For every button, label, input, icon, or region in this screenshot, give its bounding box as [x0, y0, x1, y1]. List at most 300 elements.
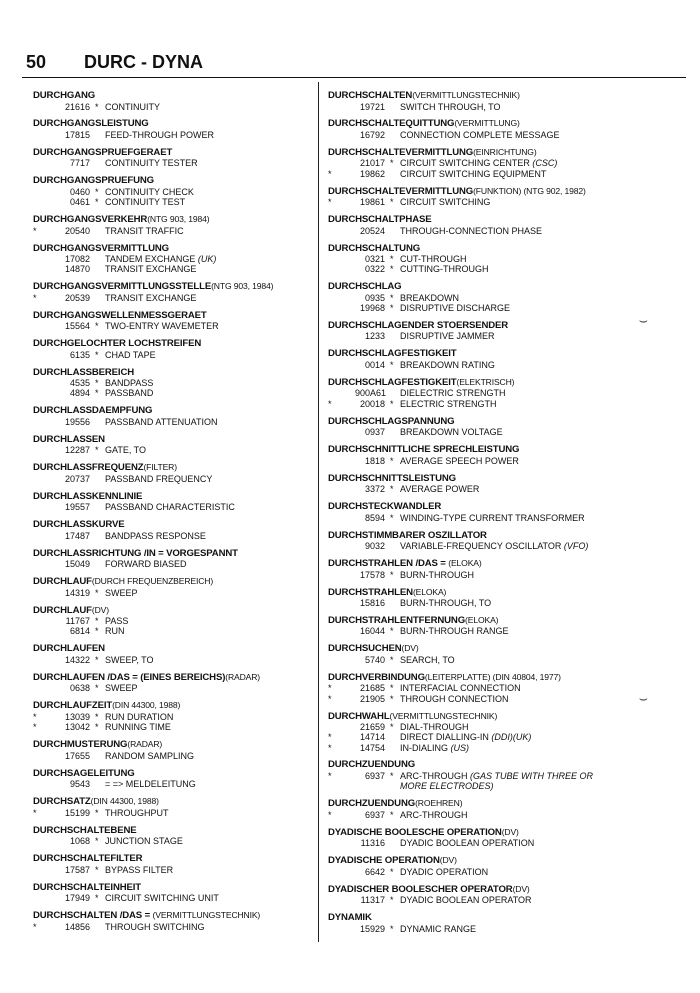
dictionary-entry [328, 243, 628, 275]
translation-row [33, 378, 318, 388]
term-marker: * [390, 254, 394, 265]
term-number: 0935 [364, 292, 385, 303]
translation-row [33, 626, 318, 636]
entry-headword [328, 147, 628, 159]
english-term-text: SWEEP [105, 683, 138, 694]
translation-row [33, 264, 318, 274]
headword-qualifier: (DV) [91, 604, 109, 615]
headword-qualifier: (DV) [512, 883, 530, 894]
term-marker: * [390, 512, 394, 523]
dictionary-entry [328, 377, 628, 409]
english-term-text: CUTTING-THROUGH [400, 264, 489, 275]
dictionary-entry [33, 882, 318, 904]
headword-qualifier: (VERMITTLUNGSTECHNIK) [389, 710, 498, 721]
new-entry-marker: * [328, 742, 332, 753]
headword-text: DURCHWAHL [328, 710, 390, 722]
english-term-text: THROUGH-CONNECTION PHASE [400, 225, 543, 236]
term-marker: * [390, 455, 394, 466]
headword-qualifier: (VERMITTLUNGSTECHNIK) [412, 90, 520, 100]
english-term [400, 771, 593, 781]
headword-qualifier: (EINRICHTUNG) [473, 146, 537, 157]
english-term [105, 751, 194, 761]
english-term [105, 836, 183, 846]
translation-row [33, 130, 318, 140]
headword-qualifier: (DV) [439, 855, 457, 866]
english-term [105, 559, 187, 569]
entry-headword [33, 405, 318, 417]
term-number: 3372 [364, 484, 385, 495]
term-number: 9543 [69, 779, 90, 790]
term-number: 15816 [359, 598, 385, 608]
translation-row [328, 303, 628, 313]
term-number: 1233 [364, 331, 385, 342]
english-term-text: = => MELDELEITUNG [105, 779, 196, 790]
entry-headword [328, 672, 628, 684]
term-number: 0460 [69, 186, 90, 197]
translation-row [33, 474, 318, 484]
headword-text: DURCHGANGSPRUEFGERAET [33, 146, 173, 158]
dictionary-entry [328, 214, 628, 236]
headword-text: DURCHSCHALTEFILTER [33, 853, 143, 865]
headword-text: DURCHSUCHEN [328, 643, 402, 655]
dictionary-entry [33, 796, 318, 818]
headword-text: DYADISCHER BOOLESCHER OPERATOR [328, 883, 513, 895]
english-term [400, 838, 534, 848]
english-term-text: WINDING-TYPE CURRENT TRANSFORMER [400, 512, 585, 523]
english-term-text: DIELECTRIC STRENGTH [400, 388, 506, 399]
page-number: 50 [26, 52, 47, 72]
headword-qualifier: (ELOKA) [448, 558, 482, 569]
translation-row [33, 922, 318, 932]
english-term-text: BREAKDOWN [400, 292, 460, 303]
new-entry-marker: * [328, 197, 332, 208]
english-term [105, 187, 194, 197]
term-marker: * [390, 683, 394, 694]
english-term [105, 474, 212, 484]
dictionary-entry [33, 910, 318, 932]
dictionary-entry [33, 576, 318, 598]
headword-text: DURCHSTRAHLENTFERNUNG [328, 614, 466, 626]
entry-headword [33, 825, 318, 837]
english-term-text: CIRCUIT SWITCHING UNIT [105, 893, 219, 904]
headword-text: DURCHLASSFREQUENZ [33, 462, 144, 474]
term-marker: * [95, 321, 99, 332]
term-marker: * [390, 626, 394, 637]
term-number: 11767 [65, 616, 90, 627]
english-term [400, 541, 588, 551]
english-term [400, 303, 510, 313]
headword-text: DURCHSCHALTEQUITTUNG [328, 118, 455, 130]
translation-row [33, 226, 318, 236]
english-term-text: BREAKDOWN RATING [400, 359, 495, 370]
entry-headword [328, 855, 628, 867]
term-qualifier: (VFO) [563, 541, 589, 552]
english-term [105, 445, 146, 455]
term-qualifier: MORE ELECTRODES) [400, 781, 494, 792]
entry-headword [328, 884, 628, 896]
term-marker: * [95, 101, 99, 112]
entry-headword [33, 853, 318, 865]
translation-row [33, 417, 318, 427]
english-term [105, 808, 169, 818]
term-number: 4535 [69, 378, 90, 389]
english-term [105, 293, 196, 303]
english-term-text: FORWARD BIASED [105, 559, 187, 570]
new-entry-marker: * [328, 809, 332, 820]
new-entry-marker: * [33, 921, 37, 932]
term-marker: * [390, 197, 394, 208]
headword-qualifier: (RADAR) [225, 671, 261, 682]
english-term-text: RUN [105, 626, 125, 637]
entry-headword [328, 186, 628, 198]
term-number: 6135 [69, 349, 90, 360]
entry-headword [33, 147, 318, 159]
english-term-text: PASSBAND ATTENUATION [105, 416, 218, 427]
entry-headword [328, 912, 628, 924]
translation-row [328, 360, 628, 370]
translation-row [328, 169, 628, 179]
term-marker: * [95, 197, 99, 208]
term-number: 20737 [64, 473, 90, 484]
translation-row [328, 293, 628, 303]
headword-qualifier: (ELOKA) [465, 614, 499, 625]
translation-row [328, 158, 628, 168]
term-marker: * [95, 836, 99, 847]
translation-row [33, 158, 318, 168]
dictionary-entry [33, 768, 318, 790]
headword-text: DURCHGANGSVERMITTLUNG [33, 242, 169, 254]
entry-headword [328, 214, 628, 226]
entry-headword [33, 175, 318, 187]
entry-headword [33, 434, 318, 446]
entry-headword [328, 558, 628, 570]
dictionary-entry [33, 853, 318, 875]
page-header [26, 52, 686, 74]
english-term [400, 570, 474, 580]
entry-headword [33, 243, 318, 255]
english-term-text: INTERFACIAL CONNECTION [400, 683, 521, 694]
headword-text: DURCHSTRAHLEN [328, 586, 413, 598]
term-marker: * [390, 770, 394, 781]
term-marker: * [95, 683, 99, 694]
term-number: 17487 [64, 530, 90, 541]
dictionary-entry [328, 912, 628, 934]
translation-row [33, 588, 318, 598]
dictionary-entry [328, 118, 628, 140]
headword-text: DURCHVERBINDUNG [328, 671, 425, 683]
translation-row [33, 808, 318, 818]
dictionary-entry [328, 711, 628, 753]
dictionary-entry [33, 462, 318, 484]
column-divider [318, 82, 319, 942]
headword-text: DYADISCHE BOOLESCHE OPERATION [328, 826, 502, 838]
headword-text: DURCHSCHALTEVERMITTLUNG [328, 146, 474, 158]
english-term [400, 427, 503, 437]
term-number: 17655 [64, 750, 90, 761]
headword-text: DURCHSCHNITTLICHE SPRECHLEISTUNG [328, 444, 520, 456]
term-number: 15564 [64, 321, 90, 332]
term-marker: * [390, 264, 394, 275]
english-term-text: SWEEP, TO [105, 654, 154, 665]
dictionary-entry [33, 605, 318, 637]
entry-headword [33, 768, 318, 780]
headword-text: DURCHLAUF [33, 604, 92, 616]
header-rule [22, 77, 686, 78]
entry-headword [328, 243, 628, 255]
entry-headword [33, 491, 318, 503]
term-number: 14856 [64, 921, 90, 932]
dictionary-entry [33, 672, 318, 694]
dictionary-entry [33, 825, 318, 847]
dictionary-entry [33, 700, 318, 732]
term-number: 4894 [69, 388, 90, 399]
term-number: 15199 [64, 807, 90, 818]
translation-row [328, 810, 628, 820]
entry-headword [33, 739, 318, 751]
translation-row [328, 264, 628, 274]
entry-headword [328, 759, 628, 771]
term-number: 14754 [359, 742, 385, 753]
english-term [400, 264, 489, 274]
translation-row [33, 865, 318, 875]
dictionary-entry [33, 548, 318, 570]
dictionary-entry [328, 348, 628, 370]
entry-headword [33, 281, 318, 293]
english-term-text: TWO-ENTRY WAVEMETER [105, 321, 219, 332]
translation-row [328, 427, 628, 437]
dictionary-entry [328, 615, 628, 637]
term-marker: * [390, 484, 394, 495]
english-term [105, 722, 171, 732]
term-marker: * [95, 654, 99, 665]
translation-row [328, 541, 628, 551]
term-number: 0638 [69, 683, 90, 694]
dictionary-entry [33, 519, 318, 541]
headword-text: DURCHGANGSVERKEHR [33, 214, 148, 226]
english-term [400, 360, 495, 370]
entry-headword [33, 548, 318, 560]
translation-row [328, 254, 628, 264]
term-qualifier: (CSC) [532, 158, 558, 169]
headword-text: DURCHLASSRICHTUNG /IN = VORGESPANNT [33, 547, 238, 559]
english-term [400, 722, 469, 732]
term-marker: * [390, 722, 394, 733]
dictionary-entry [33, 281, 318, 303]
term-marker: * [95, 893, 99, 904]
headword-text: DURCHLAUFZEIT [33, 700, 113, 712]
headword-text: DURCHLASSBEREICH [33, 366, 135, 378]
english-term [105, 350, 156, 360]
term-number: 19557 [64, 502, 90, 513]
headword-text: DURCHLASSKURVE [33, 519, 125, 531]
term-number: 7717 [69, 158, 90, 169]
term-number: 14714 [359, 732, 385, 743]
headword-text: DURCHSATZ [33, 796, 91, 808]
headword-text: DURCHSCHALTUNG [328, 242, 421, 254]
term-number: 11317 [360, 895, 385, 906]
headword-qualifier: (DV) [401, 643, 419, 654]
entry-headword [328, 587, 628, 599]
translation-row [33, 836, 318, 846]
english-term [400, 399, 497, 409]
translation-row [328, 598, 628, 608]
translation-row [33, 751, 318, 761]
english-term [400, 895, 532, 905]
english-term [105, 712, 173, 722]
right-column [328, 90, 628, 941]
entry-headword [33, 700, 318, 712]
term-number: 21685 [359, 683, 385, 694]
entry-headword [328, 827, 628, 839]
dictionary-entry [328, 759, 628, 791]
entry-headword [328, 643, 628, 655]
english-term [400, 169, 546, 179]
english-term-text: AVERAGE SPEECH POWER [400, 455, 519, 466]
english-term-text: JUNCTION STAGE [105, 836, 183, 847]
dictionary-entry [33, 214, 318, 236]
english-term [400, 655, 455, 665]
english-term [105, 388, 153, 398]
entry-headword [328, 118, 628, 130]
headword-text: DURCHSCHLAGSPANNUNG [328, 415, 455, 427]
translation-row [328, 683, 628, 693]
dictionary-entry [33, 338, 318, 360]
translation-row [328, 655, 628, 665]
entry-headword [33, 882, 318, 894]
translation-row [328, 197, 628, 207]
english-term [400, 388, 506, 398]
english-term [400, 226, 542, 236]
dictionary-entry [328, 501, 628, 523]
english-term-text: DYADIC BOOLEAN OPERATOR [400, 895, 532, 906]
dictionary-entry [328, 186, 628, 208]
term-marker: * [95, 807, 99, 818]
term-number: 6937 [364, 770, 385, 781]
english-term [400, 158, 557, 168]
english-term-text: GATE, TO [105, 445, 147, 456]
english-term-text: DISRUPTIVE DISCHARGE [400, 302, 511, 313]
english-term-text: CONNECTION COMPLETE MESSAGE [400, 129, 560, 140]
term-number: 19862 [359, 168, 385, 179]
dictionary-entry [33, 367, 318, 399]
term-number: 20524 [359, 225, 385, 236]
translation-row [328, 484, 628, 494]
english-term-text: BYPASS FILTER [105, 864, 174, 875]
headword-text: DURCHSAGELEITUNG [33, 767, 135, 779]
translation-row [328, 102, 628, 112]
entry-headword [33, 576, 318, 588]
entry-headword [328, 416, 628, 428]
term-number: 8594 [364, 512, 385, 523]
translation-row [328, 838, 628, 848]
english-term [105, 626, 125, 636]
english-term [400, 513, 585, 523]
headword-text: DURCHLASSEN [33, 433, 105, 445]
english-term [105, 683, 138, 693]
new-entry-marker: * [33, 292, 37, 303]
headword-qualifier: (NTG 903, 1984) [147, 214, 210, 225]
english-term [400, 924, 476, 934]
english-term-text: BURN-THROUGH, TO [400, 598, 492, 608]
translation-row [33, 350, 318, 360]
new-entry-marker: * [33, 722, 37, 733]
new-entry-marker: * [328, 398, 332, 409]
translation-row [328, 732, 628, 742]
term-marker: * [95, 616, 99, 627]
term-marker: * [95, 626, 99, 637]
english-term [105, 254, 216, 264]
translation-row [328, 867, 628, 877]
term-marker: * [95, 388, 99, 399]
dictionary-entry [33, 90, 318, 112]
headword-text: DURCHZUENDUNG [328, 759, 416, 771]
term-qualifier: (US) [450, 742, 470, 753]
english-term [105, 531, 206, 541]
dictionary-entry [33, 118, 318, 140]
entry-headword [33, 310, 318, 322]
headword-text: DURCHSCHALTEN [328, 90, 413, 101]
new-entry-marker: * [328, 693, 332, 704]
translation-row [33, 712, 318, 722]
english-term [400, 484, 479, 494]
headword-text: DYNAMIK [328, 912, 372, 924]
term-number: 14319 [64, 587, 90, 598]
english-term-text: CONTINUITY [105, 101, 160, 112]
english-term-text: SWEEP [105, 587, 138, 598]
term-marker: * [390, 398, 394, 409]
headword-qualifier: (DURCH FREQUENZBEREICH) [91, 576, 214, 587]
translation-row [33, 531, 318, 541]
dictionary-entry [33, 175, 318, 207]
translation-row [328, 513, 628, 523]
headword-text: DURCHSCHALTEN /DAS = [33, 910, 153, 922]
english-term-text: TANDEM EXCHANGE [105, 254, 196, 265]
term-number: 19721 [359, 101, 385, 112]
english-term-text: FEED-THROUGH POWER [105, 129, 214, 140]
translation-row [33, 616, 318, 626]
english-term [400, 197, 490, 207]
entry-headword [328, 711, 628, 723]
entry-headword [33, 214, 318, 226]
english-term [105, 417, 218, 427]
term-number: 15929 [359, 923, 385, 934]
headword-text: DURCHSCHLAGFESTIGKEIT [328, 348, 457, 360]
translation-row [33, 445, 318, 455]
dictionary-entry [328, 587, 628, 609]
term-marker: * [390, 292, 394, 303]
term-number: 6937 [364, 809, 385, 820]
headword-qualifier: (FILTER) [143, 462, 177, 473]
term-marker: * [390, 895, 394, 906]
term-number: 17949 [64, 893, 90, 904]
english-term-text: DYNAMIC RANGE [400, 923, 477, 934]
dictionary-entry [328, 827, 628, 849]
english-term [400, 254, 467, 264]
new-entry-marker: * [328, 168, 332, 179]
english-term [105, 102, 160, 112]
entry-headword [33, 796, 318, 808]
term-number: 900A61 [355, 388, 387, 399]
headword-text: DURCHSCHALTPHASE [328, 214, 432, 226]
english-term [105, 779, 196, 789]
new-entry-marker: * [33, 225, 37, 236]
english-term-text: SWITCH THROUGH, TO [400, 101, 501, 112]
translation-row [328, 743, 628, 753]
dictionary-entry [33, 739, 318, 761]
english-term-text: IN-DIALING [400, 742, 449, 753]
term-number: 17587 [64, 864, 90, 875]
entry-headword [328, 444, 628, 456]
